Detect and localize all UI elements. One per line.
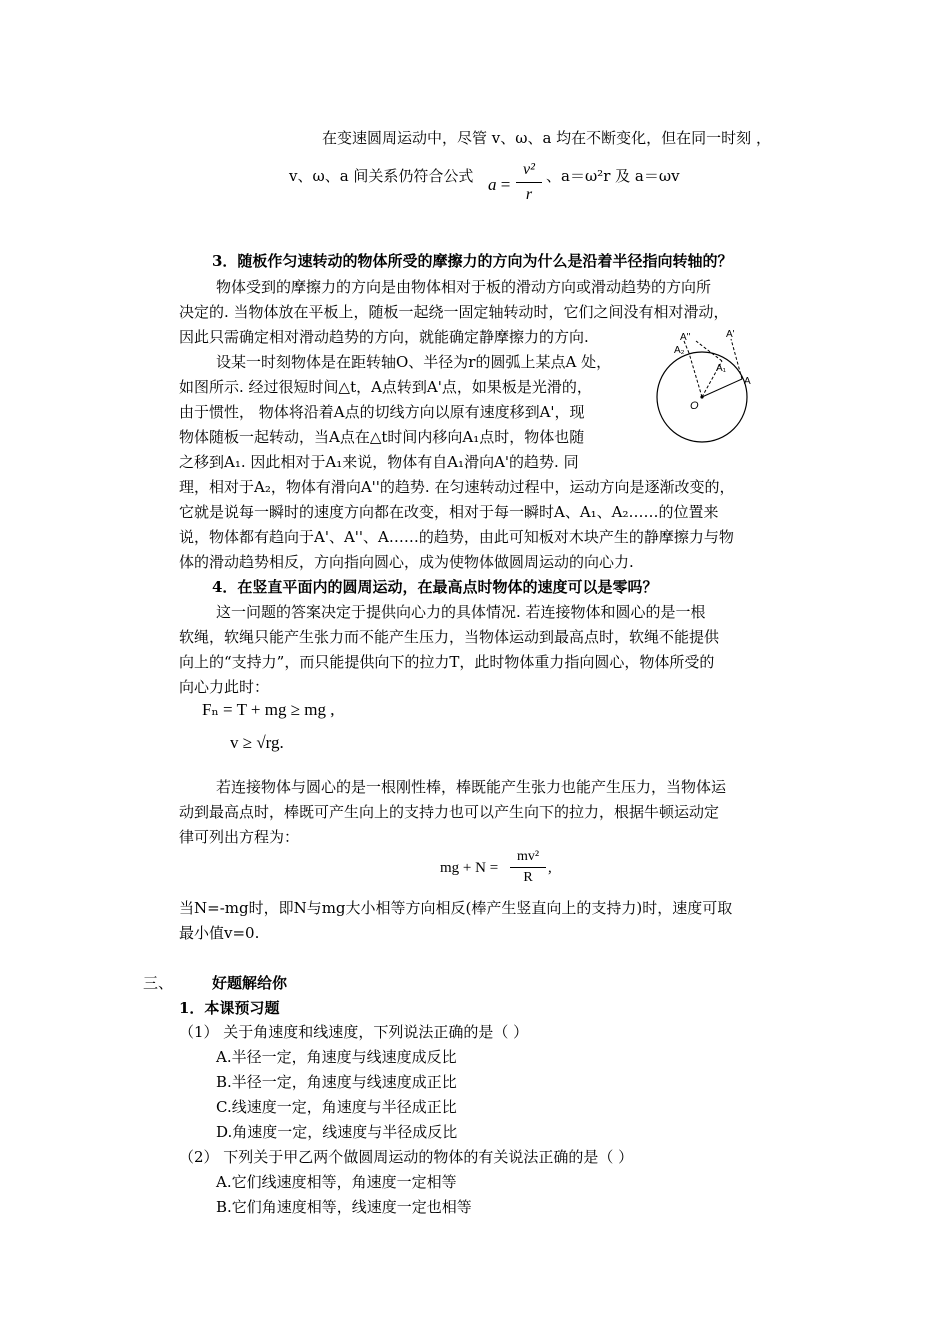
q3-line: 物体随板一起转动，当A点在△t时间内移向A₁点时，物体也随	[179, 428, 585, 446]
equation-rod-numerator: mv²	[516, 849, 540, 864]
q4-line: 这一问题的答案决定于提供向心力的具体情况. 若连接物体和圆心的是一根	[216, 603, 706, 621]
formula-a: a =	[488, 175, 511, 194]
equation-rod-fraction	[510, 848, 546, 887]
tangent-a1	[696, 341, 722, 361]
q3-line: 之移到A₁. 因此相对于A₁来说，物体有自A₁滑向A'的趋势. 同	[179, 453, 579, 471]
equation-rod-left: mg + N =	[440, 860, 499, 876]
section-subtitle: 1．本课预习题	[179, 999, 280, 1017]
rotation-diagram	[652, 327, 762, 447]
equation-centripetal: Fₙ = T + mg ≥ mg ,	[202, 700, 335, 719]
q4-line: 向心力此时：	[179, 678, 270, 696]
q4-line: 向上的“支持力”，而只能提供向下的拉力T，此时物体重力指向圆心，物体所受的	[179, 653, 715, 671]
q3-line: 如图所示. 经过很短时间△t，A点转到A'点，如果板是光滑的，	[179, 378, 592, 396]
q3-line: 决定的. 当物体放在平板上，随板一起绕一固定轴转动时，它们之间没有相对滑动，	[179, 303, 729, 321]
q4-line: 软绳，软绳只能产生张力而不能产生压力，当物体运动到最高点时，软绳不能提供	[179, 628, 720, 646]
intro-line-2: v、ω、a 间关系仍符合公式	[289, 167, 474, 185]
label-o: O	[690, 400, 699, 412]
question-2-option: B.它们角速度相等，线速度一定也相等	[216, 1198, 472, 1216]
q3-line: 因此只需确定相对滑动趋势的方向，就能确定静摩擦力的方向.	[179, 328, 589, 346]
question-1-option: C.线速度一定，角速度与半径成正比	[216, 1098, 457, 1116]
equation-min-speed: v ≥ √rg.	[230, 733, 284, 752]
q3-line: 物体受到的摩擦力的方向是由物体相对于板的滑动方向或滑动趋势的方向所	[216, 278, 712, 296]
radius-to-a2	[689, 353, 702, 397]
equation-rod-comma: ,	[548, 860, 552, 876]
label-a: A	[744, 376, 751, 387]
q4-line: 律可列出方程为：	[179, 828, 300, 846]
question-2-stem: （2） 下列关于甲乙两个做圆周运动的物体的有关说法正确的是（ ）	[179, 1148, 634, 1166]
equation-rod-denominator: R	[523, 870, 533, 885]
formula-numerator: v²	[523, 161, 535, 178]
intro-formula-rest: 、a＝ω²r 及 a＝ωv	[546, 167, 680, 185]
formula-denominator: r	[525, 186, 533, 203]
question-1-option: A.半径一定，角速度与线速度成反比	[216, 1048, 457, 1066]
question-2-option: A.它们线速度相等，角速度一定相等	[216, 1173, 457, 1191]
intro-line-1: 在变速圆周运动中，尽管 v、ω、a 均在不断变化，但在同一时刻 ，	[322, 129, 771, 147]
formula-fraction	[516, 160, 542, 205]
q3-line: 由于惯性， 物体将沿着A点的切线方向以原有速度移到A'，现	[179, 403, 585, 421]
q4-line: 动到最高点时，棒既可产生向上的支持力也可以产生向下的拉力，根据牛顿运动定	[179, 803, 720, 821]
radius-to-a	[702, 379, 742, 397]
q3-line: 体的滑动趋势相反，方向指向圆心，成为使物体做圆周运动的向心力.	[179, 553, 634, 571]
q3-title: 3．随板作匀速转动的物体所受的摩擦力的方向为什么是沿着半径指向转轴的？	[212, 252, 733, 270]
q3-line: 说，物体都有趋向于A'、A''、A……的趋势，由此可知板对木块产生的静摩擦力与物	[179, 528, 734, 546]
label-a2: A₂	[674, 345, 685, 356]
question-1-stem: （1） 关于角速度和线速度，下列说法正确的是（ ）	[179, 1023, 529, 1041]
question-1-option: D.角速度一定，线速度与半径成反比	[216, 1123, 458, 1141]
center-point	[700, 395, 703, 398]
q3-line: 它就是说每一瞬时的速度方向都在改变，相对于每一瞬时A、A₁、A₂……的位置来	[179, 503, 719, 521]
label-a-double-prime: A''	[680, 332, 691, 343]
q4-title: 4．在竖直平面内的圆周运动，在最高点时物体的速度可以是零吗？	[212, 578, 658, 596]
section-number: 三、	[143, 974, 174, 992]
section-title: 好题解给你	[212, 974, 288, 992]
label-a1: A₁	[716, 363, 727, 374]
tangent-a	[731, 339, 742, 379]
q4-line: 当N=-mg时，即N与mg大小相等方向相反(棒产生竖直向上的支持力)时，速度可取	[179, 899, 733, 917]
q3-line: 设某一时刻物体是在距转轴O、半径为r的圆弧上某点A 处，	[216, 353, 612, 371]
q3-line: 理，相对于A₂，物体有滑向A''的趋势. 在匀速转动过程中，运动方向是逐渐改变的，	[179, 478, 735, 496]
q4-line: 若连接物体与圆心的是一根刚性棒，棒既能产生张力也能产生压力，当物体运	[216, 778, 727, 796]
question-1-option: B.半径一定，角速度与线速度成正比	[216, 1073, 457, 1091]
label-a-prime: A'	[726, 329, 735, 340]
q4-line: 最小值v=0.	[179, 924, 260, 942]
